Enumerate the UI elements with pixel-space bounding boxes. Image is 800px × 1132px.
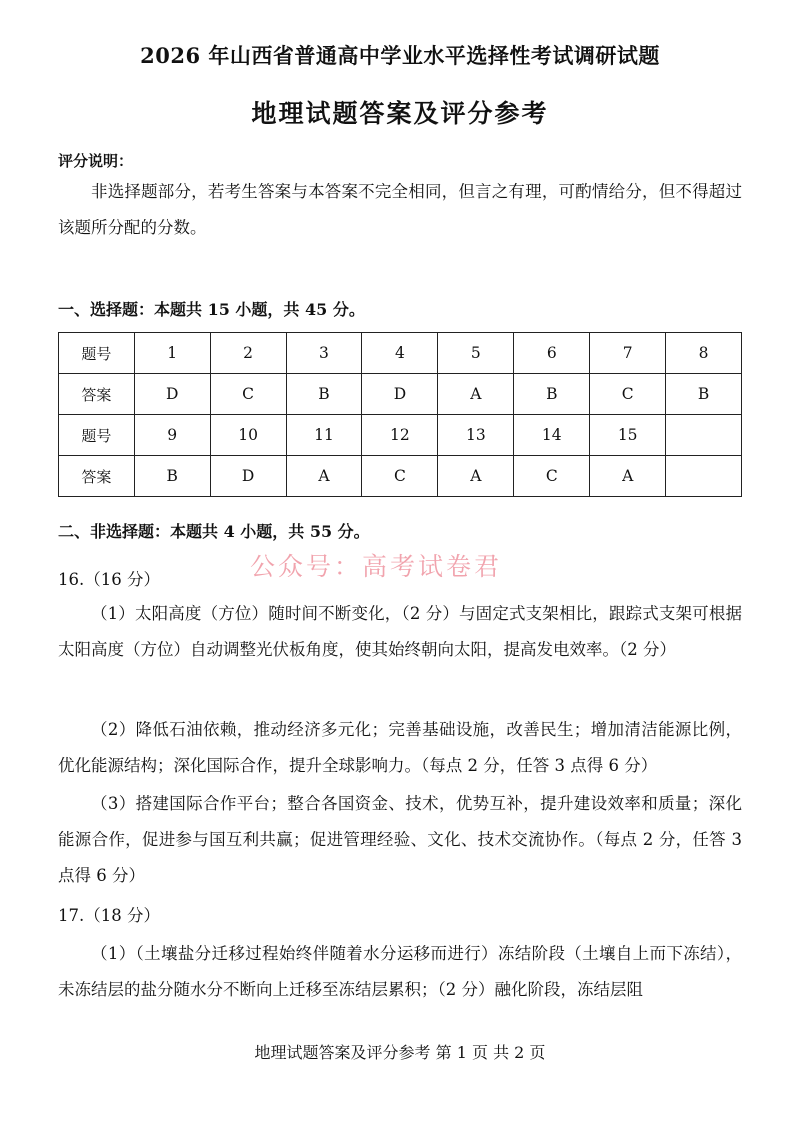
scoring-notes-text: 非选择题部分，若考生答案与本答案不完全相同，但言之有理，可酌情给分，但不得超过该题所分配的分数。: [58, 182, 742, 237]
question-16-part-3: （3）搭建国际合作平台；整合各国资金、技术，优势互补，提升建设效率和质量；深化能源合作，促进参与国互利共赢；促进管理经验、文化、技术交流协作。（每点 2 分，任答 3 点得 6 分）: [58, 794, 742, 885]
answer-cell: A: [438, 374, 514, 415]
answer-cell: C: [362, 456, 438, 497]
exam-title: 2026 年山西省普通高中学业水平选择性考试调研试题: [140, 43, 660, 68]
answer-cell: C: [514, 456, 590, 497]
answer-cell: C: [590, 374, 666, 415]
page-footer: 地理试题答案及评分参考 第 1 页 共 2 页: [254, 1043, 546, 1062]
answer-cell: B: [134, 456, 210, 497]
question-number: 10: [210, 415, 286, 456]
answer-cell: A: [590, 456, 666, 497]
question-number: 11: [286, 415, 362, 456]
question-number: 13: [438, 415, 514, 456]
question-number: 15: [590, 415, 666, 456]
row-label-answer: 答案: [59, 374, 135, 415]
question-number: [666, 415, 742, 456]
question-number: 8: [666, 333, 742, 374]
question-number: 7: [590, 333, 666, 374]
watermark: 公众号：高考试卷君: [250, 552, 503, 581]
question-17-number: 17.（18 分）: [58, 906, 160, 925]
answer-cell: B: [286, 374, 362, 415]
question-number: 9: [134, 415, 210, 456]
answer-cell: [666, 456, 742, 497]
section1-heading: 一、选择题：本题共 15 小题，共 45 分。: [58, 300, 365, 319]
answer-table: [58, 332, 742, 497]
scoring-notes-label: 评分说明：: [58, 152, 134, 170]
question-number: 2: [210, 333, 286, 374]
question-number: 4: [362, 333, 438, 374]
table-row: [59, 374, 742, 415]
answer-cell: D: [134, 374, 210, 415]
answer-cell: C: [210, 374, 286, 415]
question-17-part-1: （1）（土壤盐分迁移过程始终伴随着水分运移而进行）冻结阶段（土壤自上而下冻结），未冻结层的盐分随水分不断向上迁移至冻结层累积；（2 分）融化阶段，冻结层阻: [58, 944, 742, 999]
question-number: 5: [438, 333, 514, 374]
table-row: [59, 415, 742, 456]
table-row: [59, 456, 742, 497]
question-number: 6: [514, 333, 590, 374]
question-16-part-2: （2）降低石油依赖，推动经济多元化；完善基础设施，改善民生；增加清洁能源比例，优化能源结构；深化国际合作，提升全球影响力。（每点 2 分，任答 3 点得 6 分）: [58, 720, 742, 775]
question-16-part-1: （1）太阳高度（方位）随时间不断变化，（2 分）与固定式支架相比，跟踪式支架可根据太阳高度（方位）自动调整光伏板角度，使其始终朝向太阳，提高发电效率。（2 分）: [58, 604, 742, 659]
answer-cell: A: [286, 456, 362, 497]
question-number: 3: [286, 333, 362, 374]
answer-cell: D: [362, 374, 438, 415]
document-subtitle: 地理试题答案及评分参考: [251, 99, 549, 128]
question-number: 12: [362, 415, 438, 456]
table-row: [59, 333, 742, 374]
row-label-answer: 答案: [59, 456, 135, 497]
row-label-question: 题号: [59, 415, 135, 456]
section2-heading: 二、非选择题：本题共 4 小题，共 55 分。: [58, 522, 370, 541]
question-number: 14: [514, 415, 590, 456]
answer-cell: B: [514, 374, 590, 415]
row-label-question: 题号: [59, 333, 135, 374]
question-number: 1: [134, 333, 210, 374]
answer-cell: D: [210, 456, 286, 497]
answer-cell: B: [666, 374, 742, 415]
question-16-number: 16.（16 分）: [58, 570, 160, 589]
answer-cell: A: [438, 456, 514, 497]
